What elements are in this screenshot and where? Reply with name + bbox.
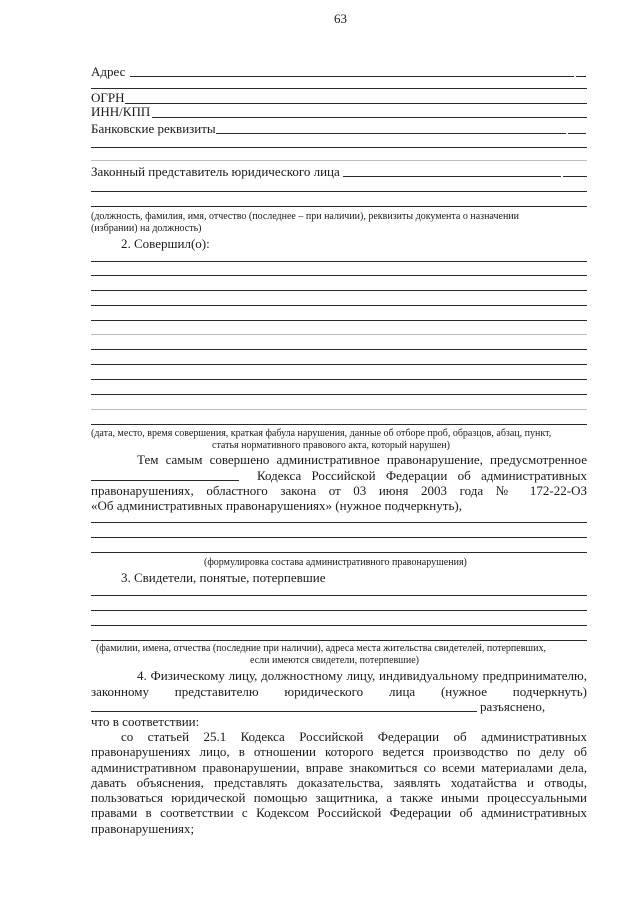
violation-line[interactable] [91, 394, 587, 395]
para-rights-line-4: давать объяснения, представлять доказательства, заявлять ходатайства и отводы, [91, 775, 587, 790]
ogrn-line[interactable] [125, 103, 587, 104]
para-rights-line-1: со статьей 25.1 Кодекса Российской Федерации об административных [121, 729, 587, 744]
para-rights-line-5: пользоваться юридической помощью защитника, а также иными процессуальными [91, 790, 587, 805]
violation-line[interactable] [91, 261, 587, 262]
bank-line-2[interactable] [91, 147, 587, 148]
witness-line[interactable] [91, 595, 587, 596]
para-rights-line-3: административном правонарушении, вправе знакомиться со всеми материалами дела, [91, 760, 587, 775]
violation-line[interactable] [91, 305, 587, 306]
legal-rep-line-3[interactable] [91, 206, 587, 207]
legal-rep-line-tail [563, 176, 587, 177]
address-label: Адрес [91, 64, 126, 79]
para-rights-line-7: правонарушениях; [91, 821, 195, 836]
address-line-2[interactable] [91, 88, 587, 89]
violation-line[interactable] [91, 290, 587, 291]
para-rights-line-2: правонарушениях лицо, в отношении которого ведется производство по делу об [91, 744, 587, 759]
hint-witnesses-line-2: если имеются свидетели, потерпевшие) [250, 655, 420, 666]
violation-line[interactable] [91, 424, 587, 425]
witness-line[interactable] [91, 640, 587, 641]
section-4-line-1: 4. Физическому лицу, должностному лицу, индивидуальному предпринимателю, [137, 668, 587, 683]
explained-to-line[interactable] [91, 711, 477, 712]
witness-line[interactable] [91, 625, 587, 626]
section-4-line-2: законному представителю юридического лица (нужное подчеркнуть) [91, 684, 587, 699]
para-tem-line-4: «Об административных правонарушениях» (нужное подчеркнуть), [91, 498, 462, 513]
formulation-line[interactable] [91, 537, 587, 538]
bank-line-3[interactable] [91, 160, 587, 161]
legal-rep-line-2[interactable] [91, 191, 587, 192]
ogrn-label: ОГРН [91, 90, 125, 105]
formulation-line[interactable] [91, 522, 587, 523]
violation-line[interactable] [91, 379, 587, 380]
bank-label: Банковские реквизиты [91, 121, 216, 136]
hint-formulation: (формулировка состава административного правонарушения) [204, 557, 467, 568]
section-3-title: 3. Свидетели, понятые, потерпевшие [121, 570, 326, 585]
page-number: 63 [334, 11, 347, 26]
hint-violation-line-2: статья нормативного правового акта, который нарушен) [212, 440, 450, 451]
code-article-line[interactable] [91, 480, 239, 481]
para-rights-line-6: правами в соответствии с Кодексом Российской Федерации об административных [91, 805, 587, 820]
witness-line[interactable] [91, 610, 587, 611]
violation-line[interactable] [91, 320, 587, 321]
legal-rep-line[interactable] [343, 176, 561, 177]
violation-line[interactable] [91, 334, 587, 335]
inn-kpp-line[interactable] [152, 117, 587, 118]
violation-line[interactable] [91, 275, 587, 276]
hint-violation-line-1: (дата, место, время совершения, краткая фабула нарушения, данные об отборе проб, образцов, абзац, пункт, [91, 428, 552, 439]
bank-line-tail [568, 133, 586, 134]
violation-line[interactable] [91, 349, 587, 350]
hint-rep-line-1: (должность, фамилия, имя, отчество (последнее – при наличии), реквизиты документа о назначении [91, 211, 519, 222]
address-line[interactable] [130, 76, 574, 77]
violation-line[interactable] [91, 409, 587, 410]
inn-kpp-label: ИНН/КПП [91, 104, 151, 119]
hint-witnesses-line-1: (фамилии, имена, отчества (последние при наличии), адреса места жительства свидетелей, потерпевших, [96, 643, 546, 654]
section-4-line-4: что в соответствии: [91, 714, 200, 729]
section-4-line-3: разъяснено, [480, 699, 546, 714]
bank-line[interactable] [216, 133, 566, 134]
hint-rep-line-2: (избрании) на должность) [91, 223, 202, 234]
formulation-line[interactable] [91, 552, 587, 553]
para-tem-line-3: правонарушениях, областного закона от 03 июня 2003 года № 172-22-ОЗ [91, 483, 587, 498]
legal-rep-label: Законный представитель юридического лица [91, 164, 340, 179]
address-line-tail [576, 76, 586, 77]
violation-line[interactable] [91, 364, 587, 365]
para-tem-line-1: Тем самым совершено административное правонарушение, предусмотренное [137, 452, 587, 467]
para-tem-line-2: Кодекса Российской Федерации об административных [257, 468, 587, 483]
section-2-title: 2. Совершил(о): [121, 236, 210, 251]
